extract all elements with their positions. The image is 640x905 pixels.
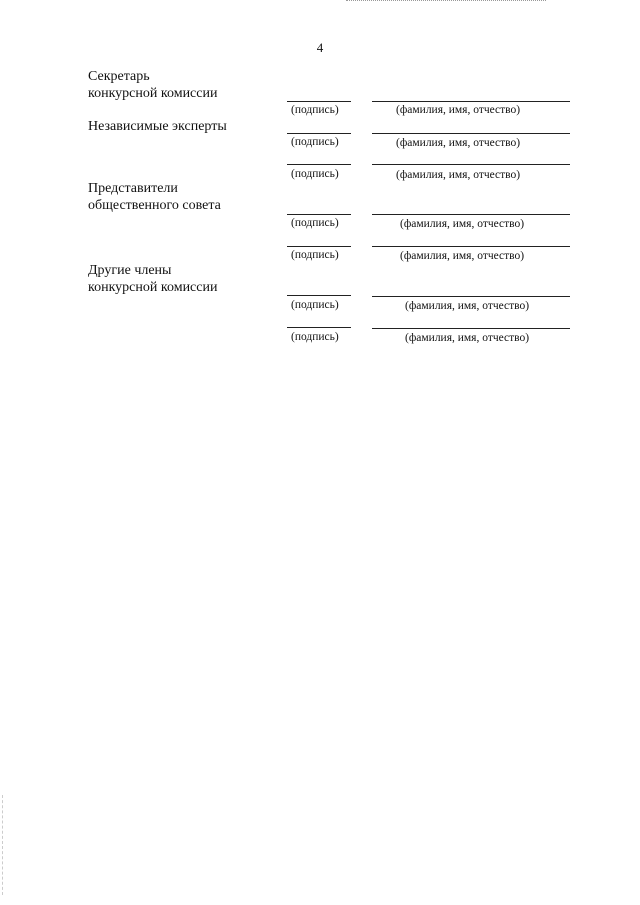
role-secretary: Секретарь конкурсной комиссии (88, 69, 218, 101)
name-line (372, 133, 570, 134)
scan-edge-mark (346, 0, 546, 1)
role-other-members: Другие члены конкурсной комиссии (88, 263, 218, 295)
name-caption: (фамилия, имя, отчество) (396, 169, 521, 181)
name-line (372, 164, 570, 165)
signature-line (287, 295, 351, 296)
name-caption: (фамилия, имя, отчество) (405, 300, 530, 312)
name-line (372, 101, 570, 102)
signature-line (287, 246, 351, 247)
signature-caption: (подпись) (291, 299, 339, 311)
signature-caption: (подпись) (291, 217, 339, 229)
signature-caption: (подпись) (291, 168, 339, 180)
name-line (372, 328, 570, 329)
signature-caption: (подпись) (291, 136, 339, 148)
name-caption: (фамилия, имя, отчество) (405, 332, 530, 344)
name-line (372, 296, 570, 297)
name-caption: (фамилия, имя, отчество) (400, 218, 525, 230)
name-line (372, 246, 570, 247)
name-line (372, 214, 570, 215)
role-independent-experts: Независимые эксперты (88, 119, 227, 134)
name-caption: (фамилия, имя, отчество) (396, 137, 521, 149)
signature-line (287, 164, 351, 165)
role-public-council: Представители общественного совета (88, 181, 221, 213)
signature-caption: (подпись) (291, 249, 339, 261)
name-caption: (фамилия, имя, отчество) (400, 250, 525, 262)
signature-caption: (подпись) (291, 104, 339, 116)
scan-edge-mark-left (2, 795, 3, 895)
name-caption: (фамилия, имя, отчество) (396, 104, 521, 116)
signature-caption: (подпись) (291, 331, 339, 343)
signature-line (287, 214, 351, 215)
signature-line (287, 133, 351, 134)
page-number: 4 (316, 40, 324, 55)
signature-line (287, 327, 351, 328)
signature-line (287, 101, 351, 102)
